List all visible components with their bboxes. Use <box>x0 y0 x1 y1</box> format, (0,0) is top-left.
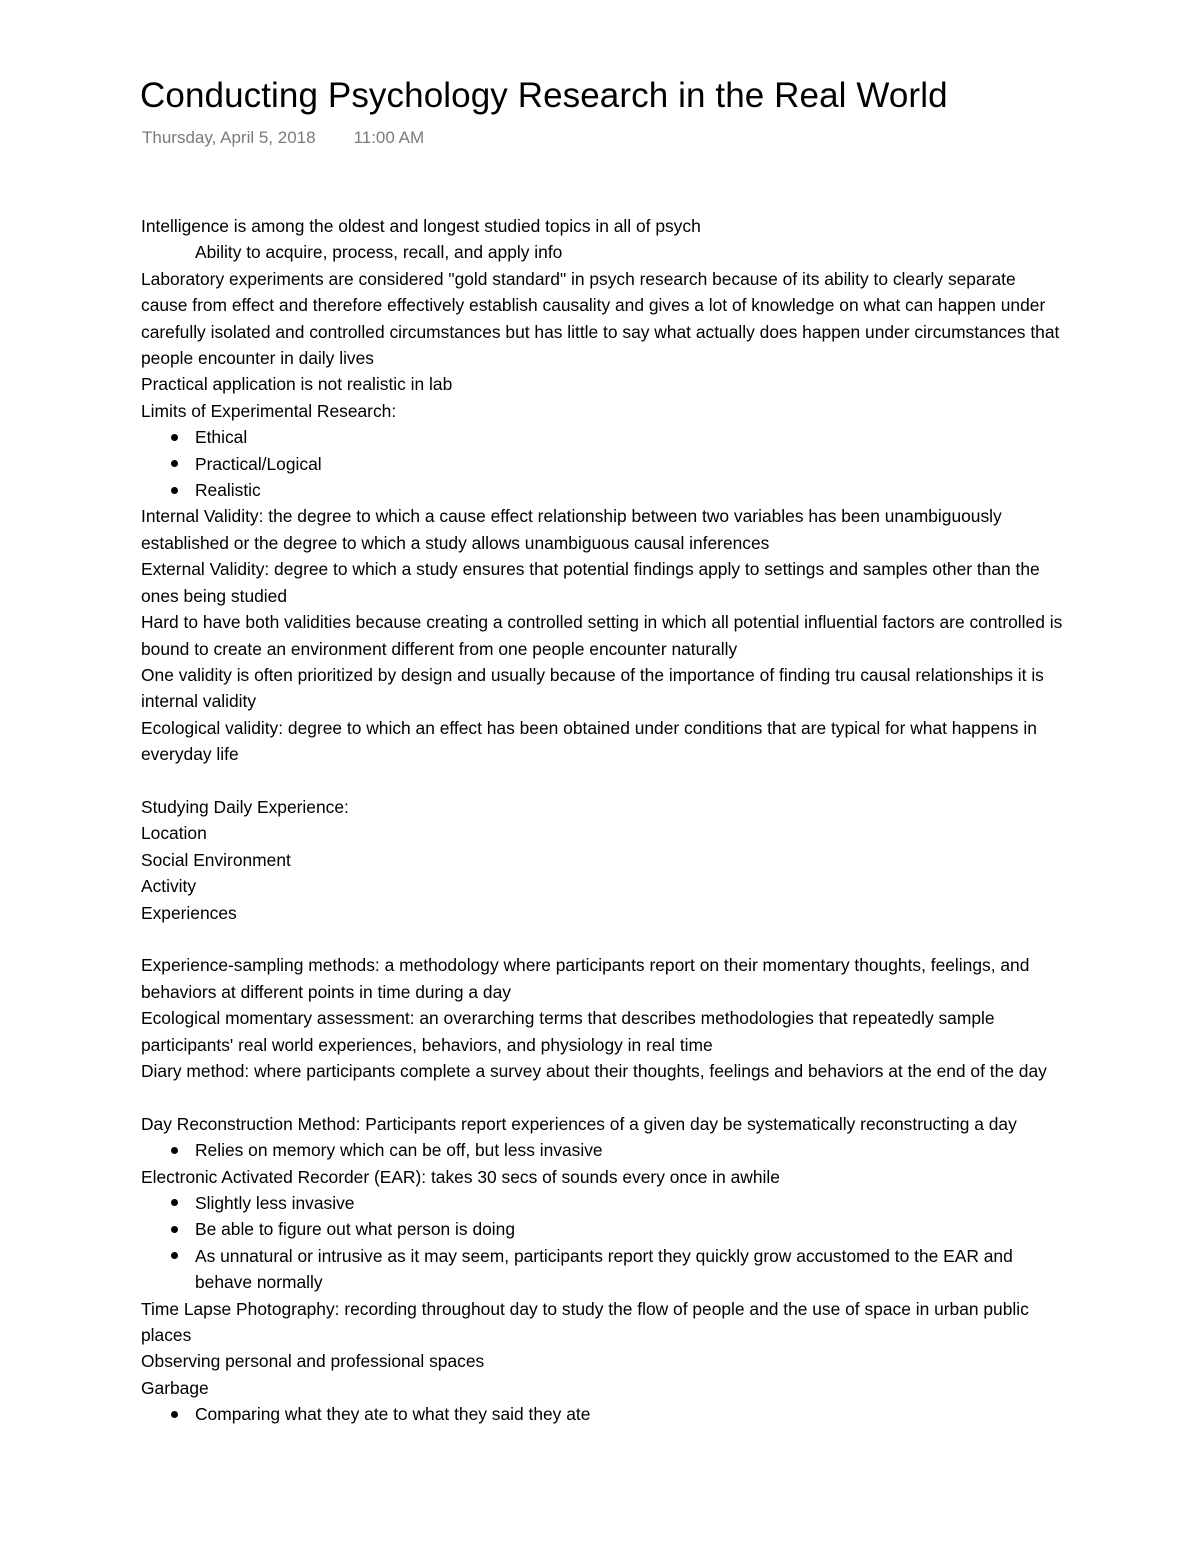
bullet-item <box>141 1137 1066 1163</box>
bullet-icon <box>171 1147 178 1154</box>
note-line: Experience-sampling methods: a methodology where participants report on their momentary thoughts, feelings, and behaviors at different points in time during a day <box>141 955 1030 1002</box>
page-time: 11:00 AM <box>353 128 425 147</box>
bullet-item <box>141 1243 1066 1296</box>
bullet-text: Slightly less invasive <box>195 1192 355 1213</box>
note-line: Diary method: where participants complete a survey about their thoughts, feelings and behaviors at the end of the day <box>141 1060 1047 1081</box>
note-line: One validity is often prioritized by design and usually because of the importance of finding tru causal relationships it is internal validity <box>141 664 1044 712</box>
page-title: Conducting Psychology Research in the Real World <box>140 76 948 115</box>
note-line: Experiences <box>141 902 237 923</box>
note-line: Location <box>141 823 207 844</box>
bullet-icon <box>171 1199 178 1206</box>
bullet-icon <box>171 1252 178 1259</box>
indented-line: Ability to acquire, process, recall, and apply info <box>195 242 563 263</box>
bullet-text: Comparing what they ate to what they said they ate <box>195 1404 591 1425</box>
note-line: External Validity: degree to which a study ensures that potential findings apply to settings and samples other than the ones being studied <box>141 559 1040 606</box>
bullet-list <box>141 1137 1066 1163</box>
bullet-text: Ethical <box>195 427 248 448</box>
bullet-item <box>141 424 1066 450</box>
bullet-icon <box>171 434 178 441</box>
bullet-icon <box>171 1411 178 1418</box>
bullet-list <box>141 424 1066 503</box>
bullet-text: Practical/Logical <box>195 453 322 474</box>
bullet-icon <box>171 460 178 467</box>
bullet-text: Realistic <box>195 480 261 501</box>
bullet-text: As unnatural or intrusive as it may seem, participants report they quickly grow accustomed to the EAR and behave normally <box>195 1245 1013 1293</box>
note-line: Electronic Activated Recorder (EAR): takes 30 secs of sounds every once in awhile <box>141 1166 780 1187</box>
blank-line <box>141 1084 1066 1110</box>
note-line: Social Environment <box>141 849 291 870</box>
note-line: Activity <box>141 876 197 897</box>
bullet-text: Be able to figure out what person is doing <box>195 1219 516 1240</box>
note-line: Studying Daily Experience: <box>141 796 349 817</box>
bullet-item <box>141 451 1066 477</box>
page-date: Thursday, April 5, 2018 <box>142 128 316 147</box>
bullet-icon <box>171 1226 178 1233</box>
note-line: Observing personal and professional spaces <box>141 1351 485 1372</box>
note-line: Time Lapse Photography: recording throughout day to study the flow of people and the use of space in urban public places <box>141 1298 1029 1346</box>
note-line: Practical application is not realistic in lab <box>141 374 453 395</box>
note-body <box>141 213 1066 1428</box>
bullet-list <box>141 1401 1066 1427</box>
note-line: Intelligence is among the oldest and longest studied topics in all of psych <box>141 216 701 236</box>
note-line: Laboratory experiments are considered "gold standard" in psych research because of its ability to clearly separate cause from effect and therefore effectively establish causality and gives a lot of knowledge on what can happen under carefully isolated and controlled circumstances but has little to say what actually does happen under circumstances that people encounter in daily lives <box>141 268 1060 369</box>
bullet-item <box>141 1216 1066 1242</box>
bullet-list <box>141 1190 1066 1296</box>
note-line: Ecological validity: degree to which an effect has been obtained under conditions that are typical for what happens in everyday life <box>141 717 1037 765</box>
note-line: Limits of Experimental Research: <box>141 400 397 421</box>
bullet-item <box>141 477 1066 503</box>
bullet-item <box>141 1190 1066 1216</box>
bullet-icon <box>171 487 178 494</box>
note-line: Day Reconstruction Method: Participants report experiences of a given day be systematically reconstructing a day <box>141 1113 1017 1134</box>
note-line: Internal Validity: the degree to which a cause effect relationship between two variables has been unambiguously established or the degree to which a study allows unambiguous causal inferences <box>141 506 1002 553</box>
blank-line <box>141 926 1066 952</box>
note-line: Ecological momentary assessment: an overarching terms that describes methodologies that repeatedly sample participants' real world experiences, behaviors, and physiology in real time <box>141 1008 995 1055</box>
note-line: Hard to have both validities because creating a controlled setting in which all potential influential factors are controlled is bound to create an environment different from one people encounter naturally <box>141 612 1063 659</box>
bullet-item <box>141 1401 1066 1427</box>
blank-line <box>141 768 1066 794</box>
bullet-text: Relies on memory which can be off, but less invasive <box>195 1140 603 1161</box>
page-timestamp <box>142 127 424 149</box>
note-line: Garbage <box>141 1377 209 1398</box>
